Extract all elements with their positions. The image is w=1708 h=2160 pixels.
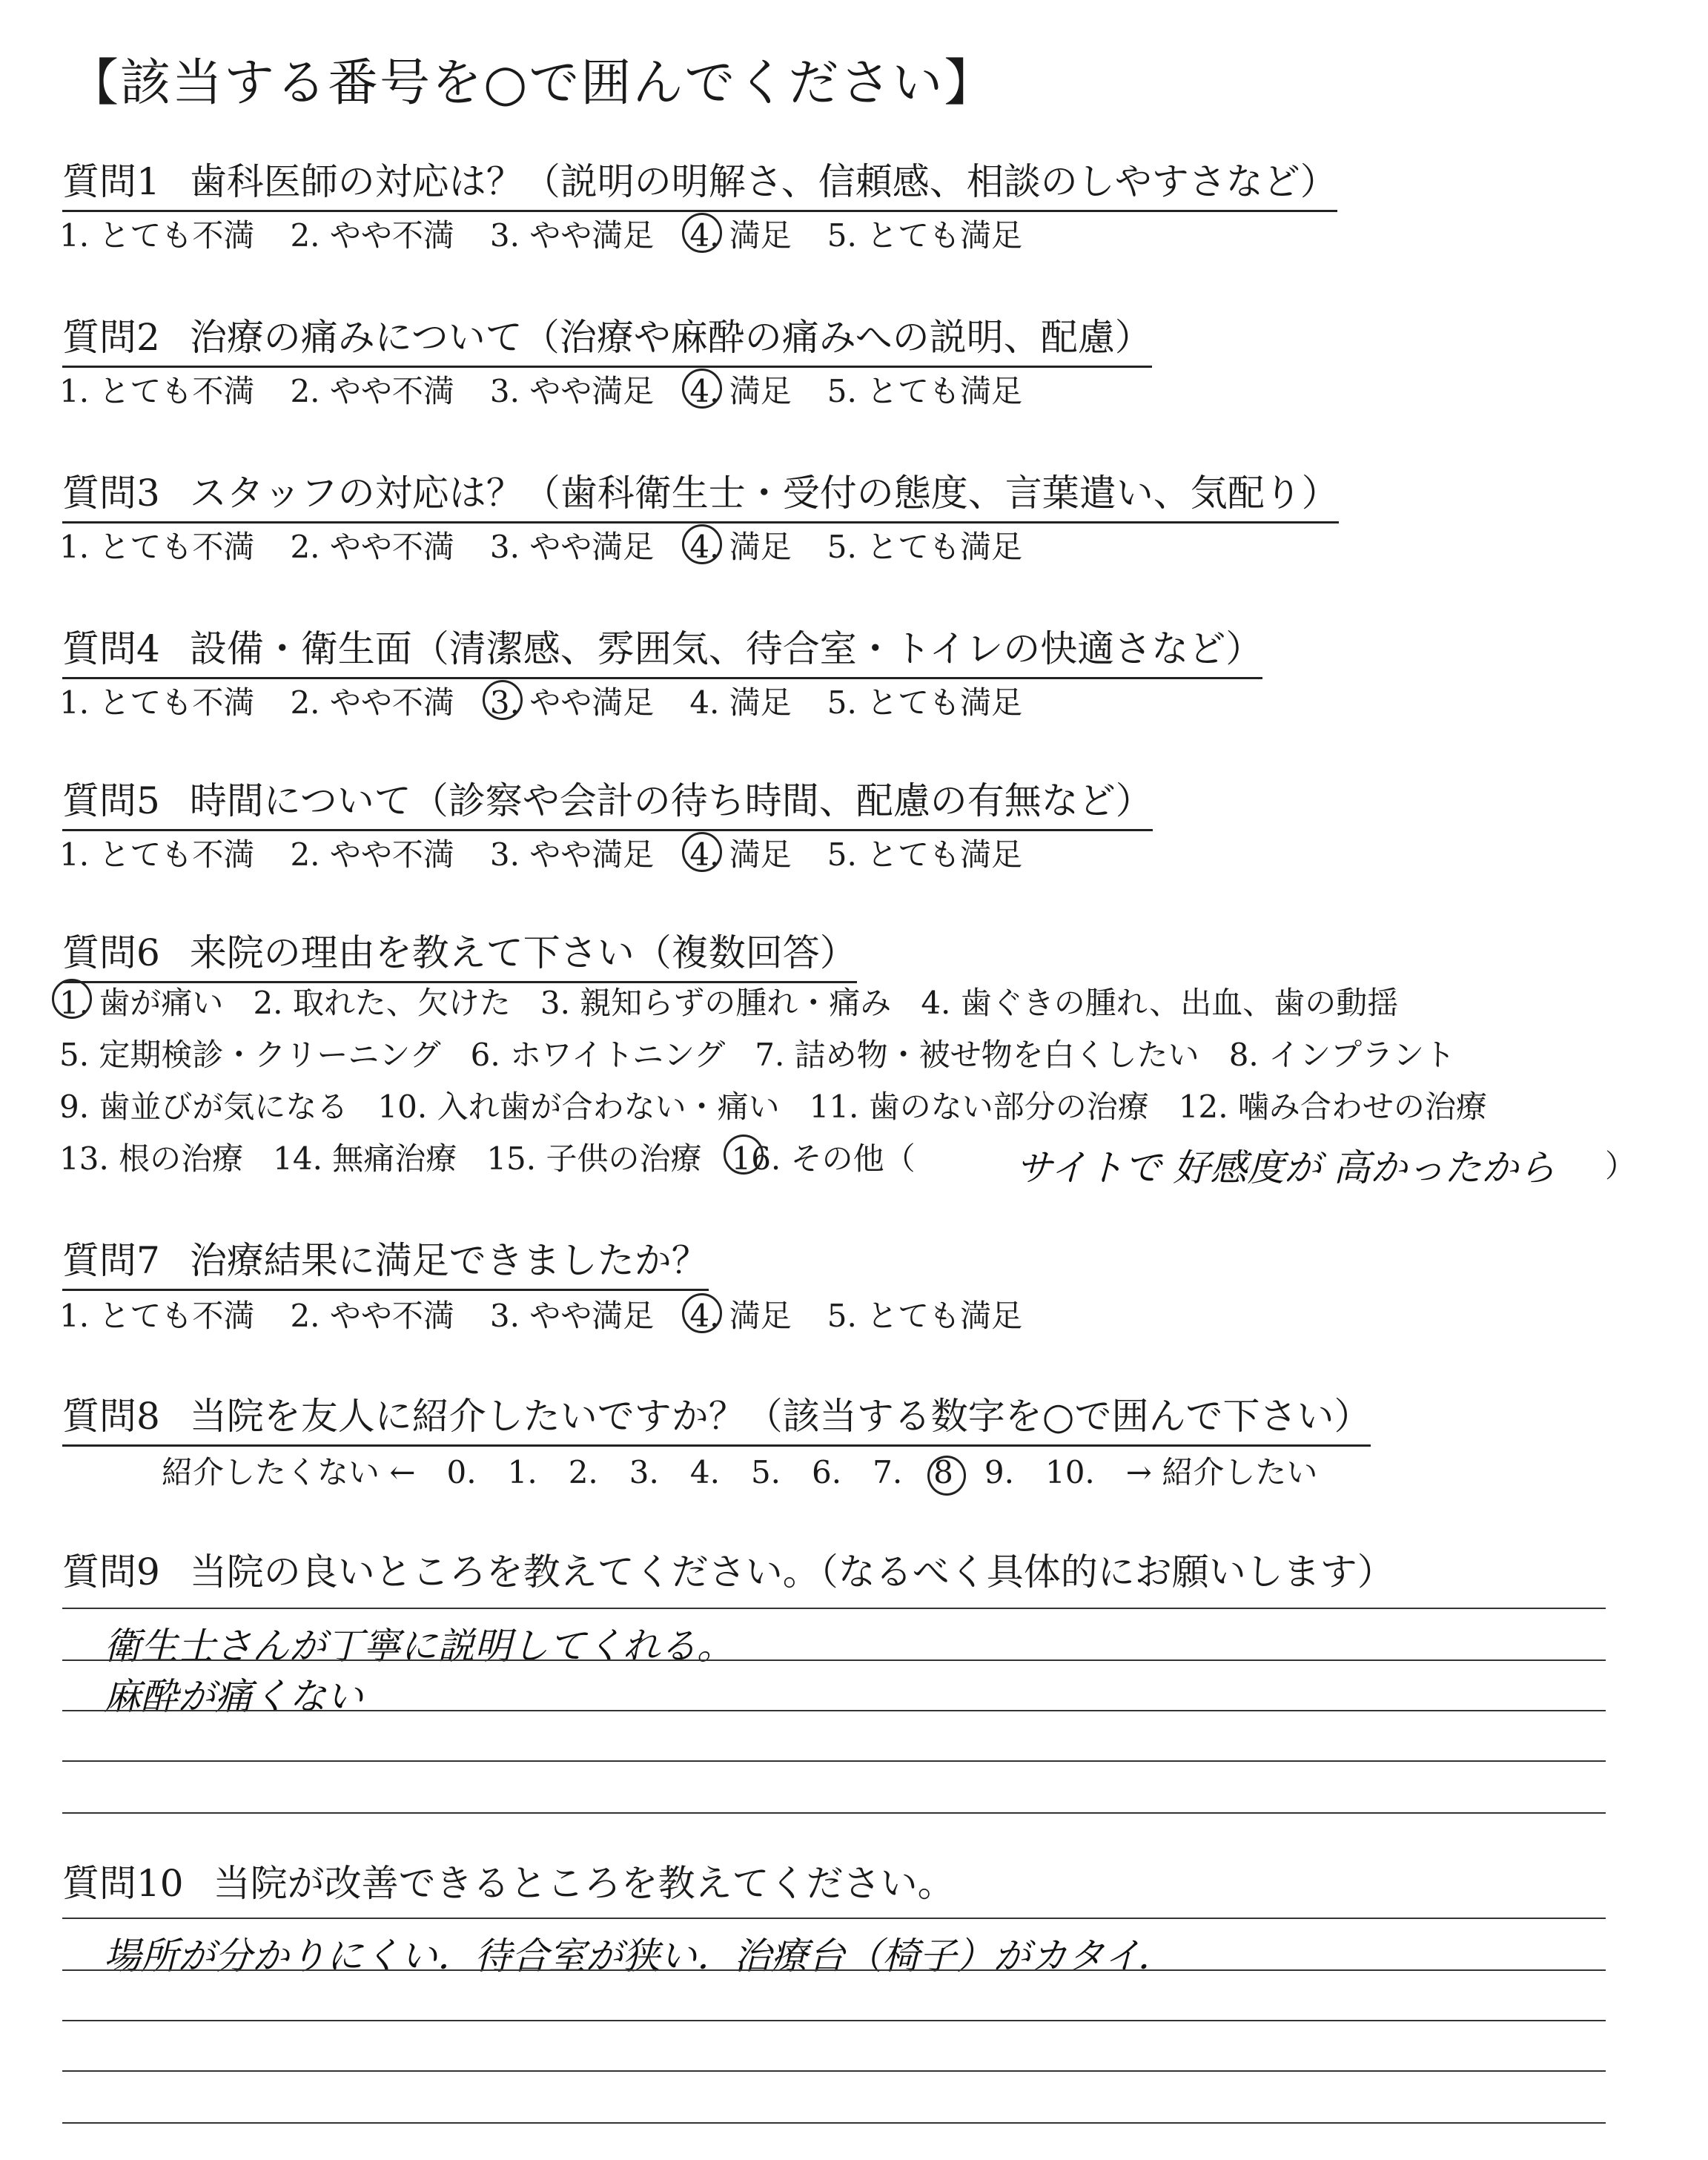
option-4[interactable]: 4. 満足 [689,684,792,721]
reason-option-4[interactable]: 4. 歯ぐきの腫れ、出血、歯の動揺 [921,985,1399,1021]
option-1[interactable]: 1. とても不満 [59,373,255,409]
question-4-header [62,619,1262,679]
question-3-text: スタッフの対応は？（歯科衛生士・受付の態度、言葉遣い、気配り） [189,472,1339,515]
scale-value-2[interactable]: 2. [568,1454,598,1490]
reason-option-11[interactable]: 11. 歯のない部分の治療 [809,1089,1149,1125]
page-title: 【該当する番号を○で囲んでください】 [68,54,996,113]
question-4-text: 設備・衛生面（清潔感、雰囲気、待合室・トイレの快適さなど） [189,627,1263,670]
option-1[interactable]: 1. とても不満 [59,529,255,565]
question-6-label: 質問6 [62,931,160,974]
option-1[interactable]: 1. とても不満 [59,684,255,721]
reason-row [59,1081,1517,1133]
question-10-header [62,1854,955,1907]
scale-value-8[interactable]: 8 [933,1454,953,1490]
question-2-options [59,367,1022,412]
option-5[interactable]: 5. とても満足 [827,373,1023,409]
option-4[interactable]: 4. 満足 [689,211,791,256]
option-2[interactable]: 2. やや不満 [290,1298,454,1334]
question-8-label: 質問8 [62,1395,160,1438]
option-5[interactable]: 5. とても満足 [827,529,1023,565]
reason-row [59,1029,1517,1081]
option-5[interactable]: 5. とても満足 [827,217,1023,254]
question-8-scale [162,1448,1317,1493]
scale-value-3[interactable]: 3. [629,1454,659,1490]
option-4[interactable]: 4. 満足 [689,1292,791,1336]
reason-row [59,977,1517,1029]
reason-option-1[interactable]: 1. 歯が痛い [59,977,223,1029]
question-7-label: 質問7 [62,1239,160,1282]
reason-option-5[interactable]: 5. 定期検診・クリーニング [59,1037,441,1073]
scale-value-7[interactable]: 7. [873,1454,903,1490]
question-2-text: 治療の痛みについて（治療や麻酔の痛みへの説明、配慮） [189,316,1152,359]
option-1[interactable]: 1. とても不満 [59,1298,255,1334]
question-6-text: 来院の理由を教えて下さい（複数回答） [189,931,857,974]
reason-option-7[interactable]: 7. 詰め物・被せ物を白くしたい [755,1037,1199,1073]
reason-option-3[interactable]: 3. 親知らずの腫れ・痛み [540,985,892,1021]
reason-option-12[interactable]: 12. 噛み合わせの治療 [1178,1089,1487,1125]
question-2-header [62,308,1152,368]
question-6-other-close: ） [1605,1148,1637,1184]
reason-option-15[interactable]: 15. 子供の治療 [486,1140,702,1177]
question-7-options [59,1292,1022,1336]
option-1[interactable]: 1. とても不満 [59,836,255,873]
reason-option-16[interactable]: 16. その他（ [731,1133,915,1185]
reason-option-2[interactable]: 2. 取れた、欠けた [253,985,511,1021]
option-4[interactable]: 4. 満足 [689,367,791,412]
question-8-header [62,1387,1371,1447]
question-6-other-answer: サイトで 好感度が 高かったから [1016,1146,1556,1189]
option-4[interactable]: 4. 満足 [689,523,791,567]
question-3-label: 質問3 [62,472,160,515]
reason-option-13[interactable]: 13. 根の治療 [59,1140,244,1177]
answer-line [62,1969,1606,1971]
answer-line [62,1710,1606,1711]
question-2-label: 質問2 [62,316,160,359]
option-5[interactable]: 5. とても満足 [827,1298,1023,1334]
scale-value-0[interactable]: 0. [446,1454,477,1490]
question-9-answer-1: 衛生士さんが丁寧に説明してくれる。 [104,1625,734,1668]
option-3[interactable]: 3. やや満足 [489,1298,655,1334]
question-10-label: 質問10 [62,1862,184,1905]
answer-line [62,2122,1606,2124]
option-5[interactable]: 5. とても満足 [827,836,1023,873]
option-2[interactable]: 2. やや不満 [290,684,454,721]
question-10-answer-1: 場所が分かりにくい．待合室が狭い．治療台（椅子）がカタイ． [104,1935,1175,1978]
option-1[interactable]: 1. とても不満 [59,217,255,254]
question-1-label: 質問1 [62,160,160,203]
question-9-text: 当院の良いところを教えてください。（なるべく具体的にお願いします） [189,1550,1394,1593]
option-5[interactable]: 5. とても満足 [827,684,1023,721]
option-2[interactable]: 2. やや不満 [290,529,454,565]
option-4[interactable]: 4. 満足 [689,830,791,875]
scale-value-5[interactable]: 5. [750,1454,781,1490]
option-3[interactable]: 3. やや満足 [489,529,655,565]
scale-value-6[interactable]: 6. [812,1454,842,1490]
answer-line [62,1659,1606,1661]
answer-line [62,2020,1606,2021]
answer-line [62,1608,1606,1609]
answer-line [62,1812,1606,1814]
question-3-header [62,463,1339,524]
answer-line [62,1760,1606,1762]
question-3-options [59,523,1022,567]
option-2[interactable]: 2. やや不満 [290,373,454,409]
reason-option-6[interactable]: 6. ホワイトニング [470,1037,726,1073]
question-9-header [62,1542,1394,1596]
question-5-label: 質問5 [62,779,160,822]
question-5-options [59,830,1022,875]
question-9-answer-2: 麻酔が痛くない [104,1675,363,1718]
question-1-header [62,152,1337,212]
option-3[interactable]: 3. やや満足 [489,836,655,873]
question-5-header [62,771,1153,831]
reason-option-8[interactable]: 8. インプラント [1228,1037,1456,1073]
question-4-options [59,678,1022,723]
option-3[interactable]: 3. やや満足 [489,217,655,254]
scale-value-4[interactable]: 4. [689,1454,720,1490]
question-1-options [59,211,1022,256]
question-1-text: 歯科医師の対応は？（説明の明解さ、信頼感、相談のしやすさなど） [189,160,1337,203]
scale-value-1[interactable]: 1. [507,1454,537,1490]
reason-option-10[interactable]: 10. 入れ歯が合わない・痛い [377,1089,780,1125]
question-6-header [62,923,857,983]
reason-option-9[interactable]: 9. 歯並びが気になる [59,1089,348,1125]
scale-left-label: 紹介したくない ← [162,1454,416,1490]
scale-value-9[interactable]: 9. [984,1454,1014,1490]
answer-line [62,1918,1606,1919]
reason-option-14[interactable]: 14. 無痛治療 [273,1140,457,1177]
question-8-text: 当院を友人に紹介したいですか？（該当する数字を○で囲んで下さい） [189,1395,1371,1438]
scale-value-10[interactable]: 10. [1045,1454,1095,1490]
option-2[interactable]: 2. やや不満 [290,836,454,873]
question-10-text: 当院が改善できるところを教えてください。 [213,1862,955,1905]
question-5-text: 時間について（診察や会計の待ち時間、配慮の有無など） [189,779,1153,822]
option-3[interactable]: 3. やや満足 [489,373,655,409]
question-7-text: 治療結果に満足できましたか？ [189,1239,709,1282]
question-7-header [62,1231,709,1291]
scale-right-label: → 紹介したい [1125,1454,1318,1490]
question-9-label: 質問9 [62,1550,160,1593]
answer-line [62,2070,1606,2072]
option-2[interactable]: 2. やや不満 [290,217,454,254]
option-3[interactable]: 3. やや満足 [490,678,654,723]
question-4-label: 質問4 [62,627,160,670]
